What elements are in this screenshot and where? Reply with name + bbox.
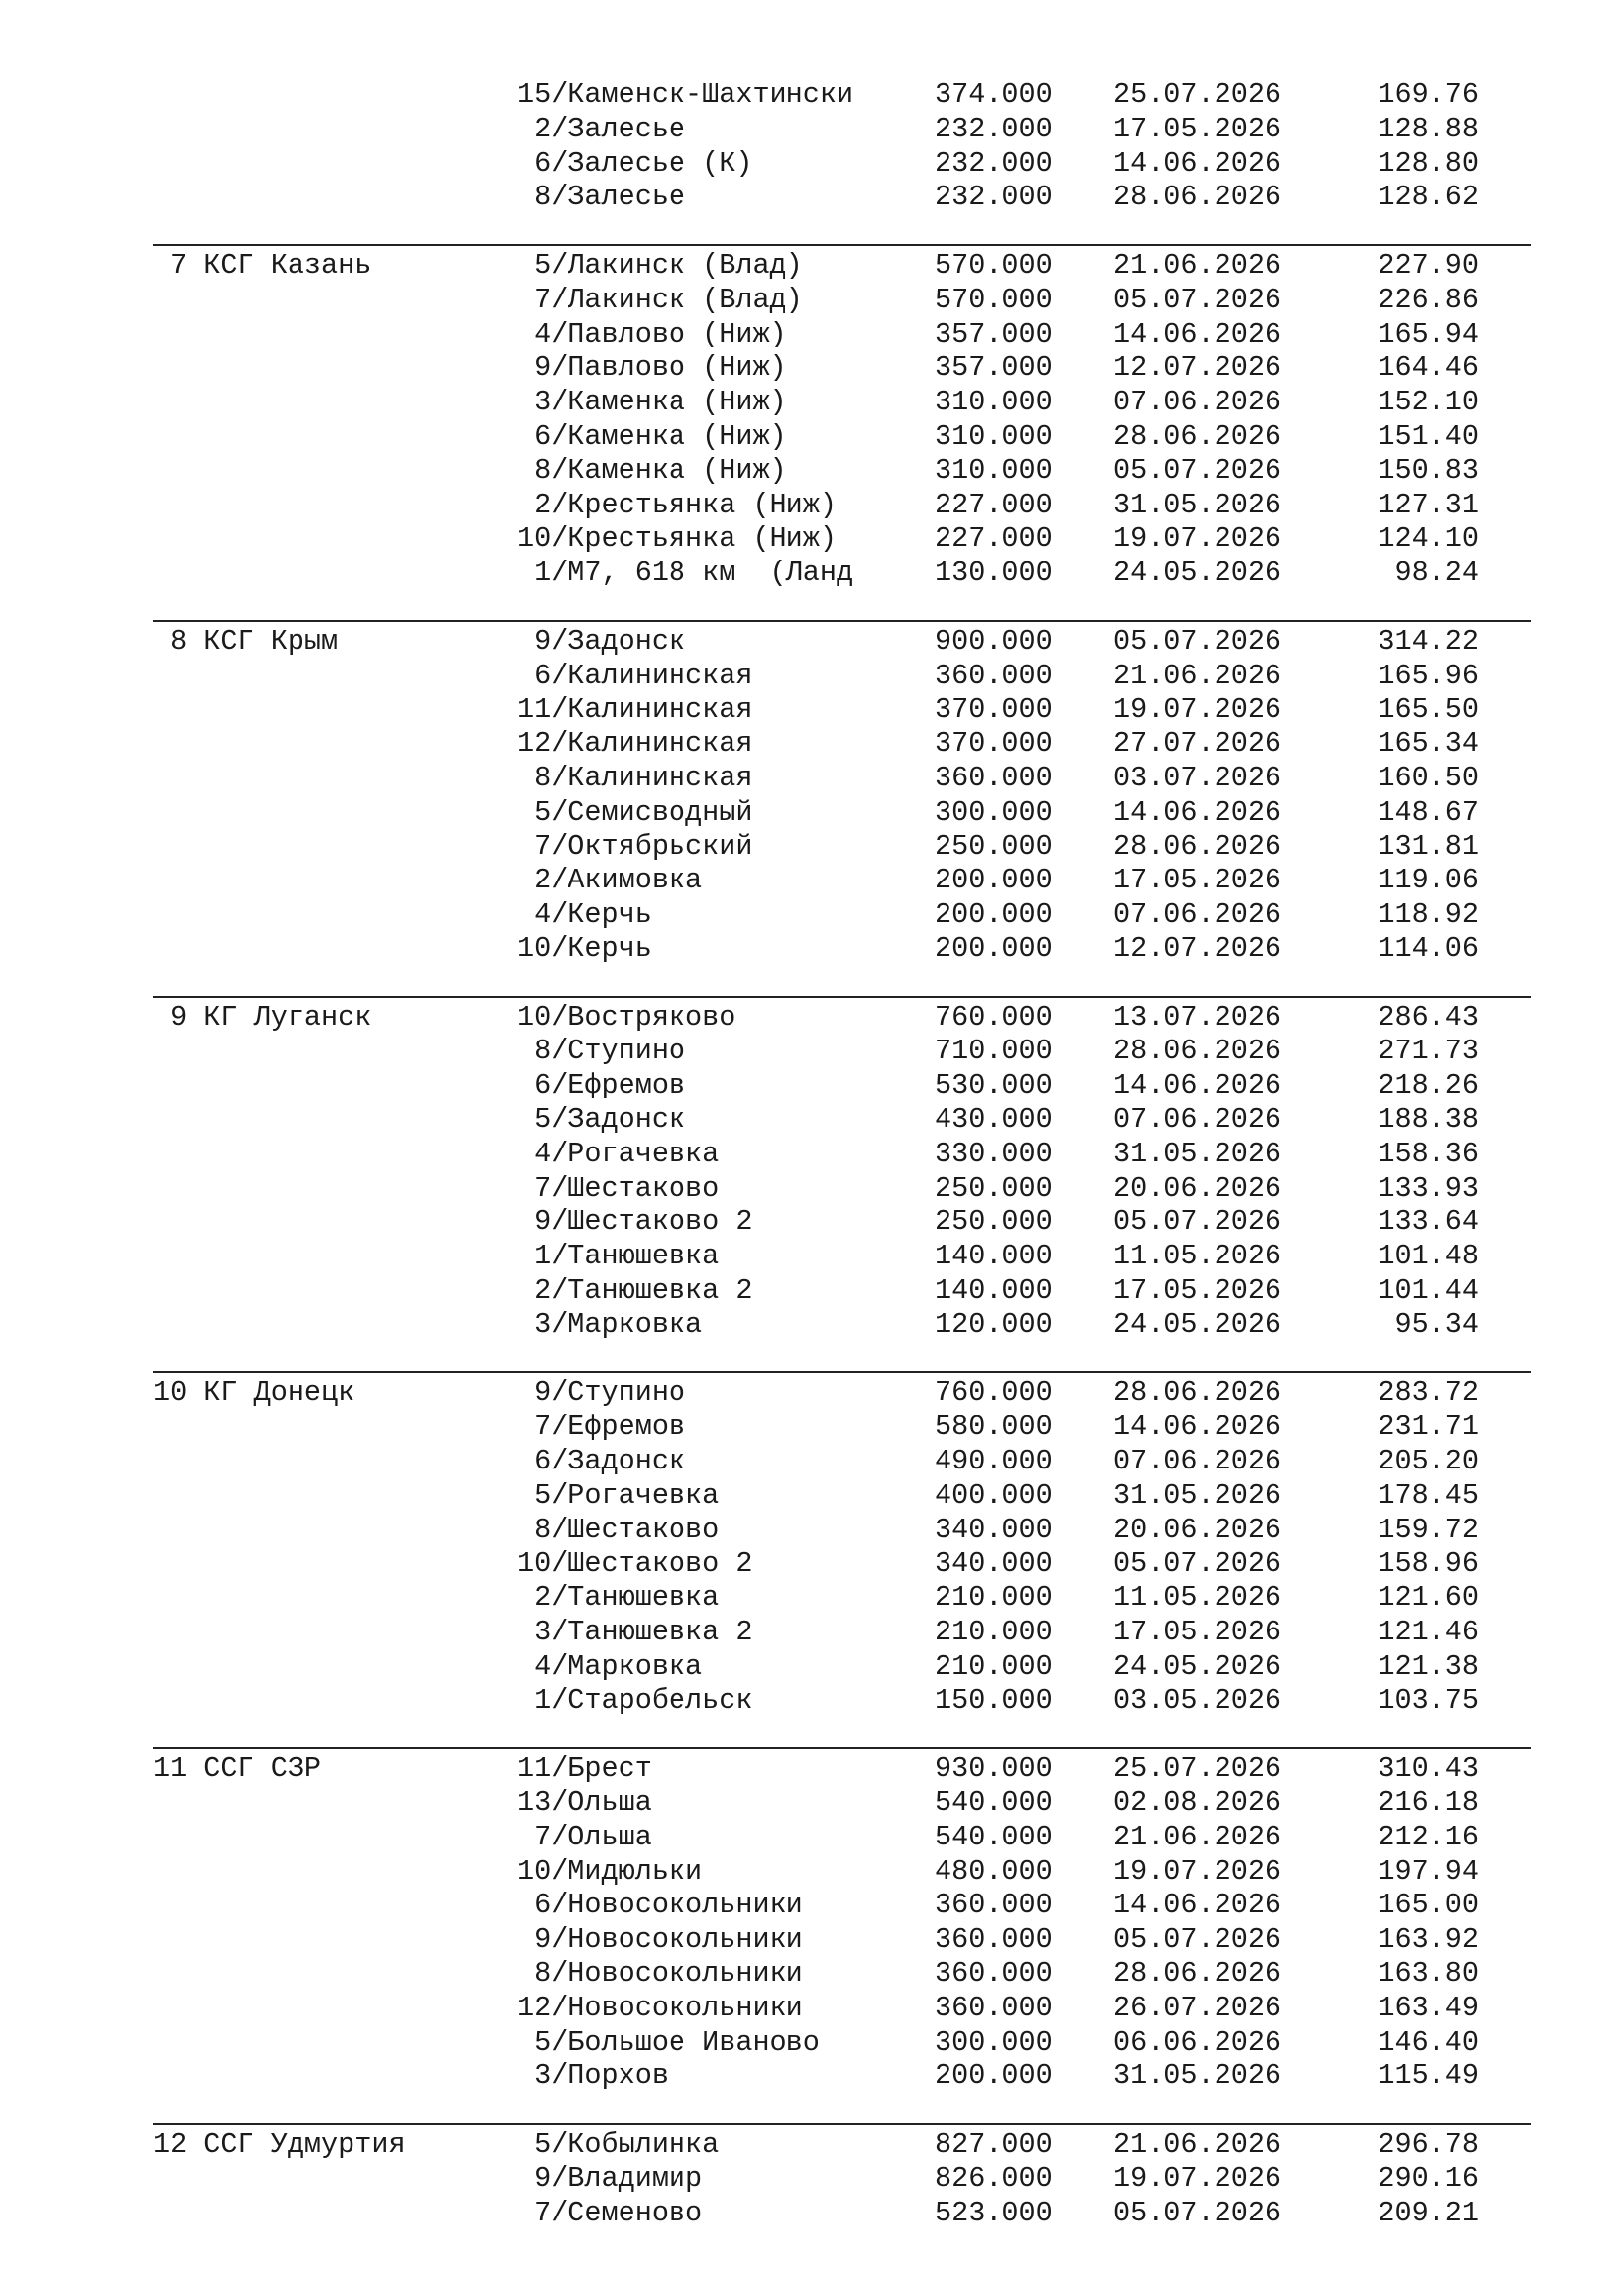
race-date: 28.06.2026 [1113, 181, 1282, 214]
score-value: 121.46 [1378, 1616, 1479, 1648]
table-row [0, 1308, 1624, 1342]
release-point: 4/Керчь [517, 898, 652, 932]
race-date: 20.06.2026 [1113, 1171, 1282, 1204]
table-row [0, 1239, 1624, 1273]
score-value: 158.96 [1378, 1547, 1479, 1580]
distance-value: 523.000 [935, 2196, 1053, 2229]
race-date: 24.05.2026 [1113, 1308, 1282, 1341]
table-row [0, 1068, 1624, 1102]
table-row [0, 2058, 1624, 2093]
distance-value: 210.000 [935, 1649, 1053, 1682]
table-row [0, 146, 1624, 181]
race-date: 24.05.2026 [1113, 1649, 1282, 1682]
group-separator [153, 244, 1531, 246]
race-date: 21.06.2026 [1113, 249, 1282, 282]
release-point: 7/Шестаково [517, 1171, 720, 1204]
release-point: 13/Ольша [517, 1787, 652, 1819]
table-row [0, 454, 1624, 488]
race-date: 11.05.2026 [1113, 1240, 1282, 1273]
distance-value: 360.000 [935, 1957, 1053, 1990]
distance-value: 370.000 [935, 693, 1053, 726]
release-point: 10/Мидюльки [517, 1854, 703, 1888]
group-name: 11 ССГ СЗР [153, 1752, 322, 1786]
release-point: 2/Залесье [517, 112, 686, 145]
release-point: 5/Рогачевка [517, 1478, 720, 1512]
score-value: 98.24 [1394, 557, 1479, 590]
table-row [0, 1204, 1624, 1239]
race-date: 31.05.2026 [1113, 1137, 1282, 1170]
race-date: 19.07.2026 [1113, 522, 1282, 556]
score-value: 152.10 [1378, 386, 1479, 419]
race-date: 05.07.2026 [1113, 2196, 1282, 2229]
distance-value: 360.000 [935, 762, 1053, 794]
distance-value: 232.000 [935, 181, 1053, 214]
distance-value: 232.000 [935, 146, 1053, 180]
score-value: 121.60 [1378, 1581, 1479, 1615]
score-value: 114.06 [1378, 933, 1479, 965]
score-value: 314.22 [1378, 624, 1479, 658]
race-date: 05.07.2026 [1113, 1923, 1282, 1956]
distance-value: 200.000 [935, 898, 1053, 932]
race-date: 02.08.2026 [1113, 1787, 1282, 1819]
release-point: 5/Лакинск (Влад) [517, 249, 803, 282]
score-value: 286.43 [1378, 1000, 1479, 1034]
score-value: 103.75 [1378, 1683, 1479, 1717]
release-point: 9/Шестаково 2 [517, 1205, 753, 1239]
table-row [0, 692, 1624, 726]
score-value: 163.80 [1378, 1957, 1479, 1990]
table-row [0, 283, 1624, 317]
distance-value: 480.000 [935, 1854, 1053, 1888]
table-row [0, 1273, 1624, 1308]
group-separator [153, 2123, 1531, 2125]
table-row [0, 1410, 1624, 1444]
score-value: 148.67 [1378, 795, 1479, 828]
group-separator [153, 1371, 1531, 1373]
release-point: 1/М7, 618 км (Ланд [517, 557, 854, 590]
release-point: 8/Ступино [517, 1035, 686, 1068]
distance-value: 227.000 [935, 522, 1053, 556]
distance-value: 580.000 [935, 1411, 1053, 1444]
distance-value: 300.000 [935, 2025, 1053, 2058]
distance-value: 760.000 [935, 1376, 1053, 1410]
score-value: 128.80 [1378, 146, 1479, 180]
score-value: 164.46 [1378, 351, 1479, 385]
race-date: 17.05.2026 [1113, 1616, 1282, 1648]
race-date: 14.06.2026 [1113, 1069, 1282, 1102]
score-value: 133.64 [1378, 1205, 1479, 1239]
distance-value: 340.000 [935, 1547, 1053, 1580]
release-point: 8/Каменка (Ниж) [517, 454, 786, 487]
race-date: 17.05.2026 [1113, 112, 1282, 145]
distance-value: 250.000 [935, 829, 1053, 863]
race-date: 17.05.2026 [1113, 864, 1282, 897]
table-row [0, 1546, 1624, 1580]
distance-value: 310.000 [935, 420, 1053, 453]
race-date: 05.07.2026 [1113, 283, 1282, 316]
score-value: 205.20 [1378, 1445, 1479, 1477]
table-row [0, 1615, 1624, 1649]
release-point: 12/Калининская [517, 727, 753, 761]
distance-value: 374.000 [935, 79, 1053, 111]
release-point: 1/Танюшевка [517, 1240, 720, 1273]
race-date: 28.06.2026 [1113, 1035, 1282, 1068]
race-date: 28.06.2026 [1113, 1376, 1282, 1410]
distance-value: 570.000 [935, 249, 1053, 282]
distance-value: 140.000 [935, 1240, 1053, 1273]
score-value: 209.21 [1378, 2196, 1479, 2229]
race-date: 07.06.2026 [1113, 386, 1282, 419]
table-row [0, 1820, 1624, 1854]
race-date: 07.06.2026 [1113, 1445, 1282, 1477]
group-separator [153, 620, 1531, 622]
distance-value: 360.000 [935, 1889, 1053, 1922]
score-value: 165.50 [1378, 693, 1479, 726]
table-row [0, 248, 1624, 283]
release-point: 3/Каменка (Ниж) [517, 386, 786, 419]
release-point: 6/Ефремов [517, 1069, 686, 1102]
score-value: 159.72 [1378, 1513, 1479, 1546]
distance-value: 570.000 [935, 283, 1053, 316]
table-row [0, 1137, 1624, 1171]
score-value: 146.40 [1378, 2025, 1479, 2058]
race-date: 21.06.2026 [1113, 1820, 1282, 1853]
race-date: 06.06.2026 [1113, 2025, 1282, 2058]
release-point: 6/Залесье (К) [517, 146, 753, 180]
score-value: 188.38 [1378, 1103, 1479, 1136]
score-value: 231.71 [1378, 1411, 1479, 1444]
table-row [0, 2127, 1624, 2162]
race-date: 28.06.2026 [1113, 1957, 1282, 1990]
score-value: 296.78 [1378, 2128, 1479, 2161]
release-point: 6/Задонск [517, 1445, 686, 1477]
race-date: 05.07.2026 [1113, 454, 1282, 487]
release-point: 10/Востряково [517, 1000, 736, 1034]
table-row [0, 1375, 1624, 1410]
table-row [0, 521, 1624, 556]
release-point: 4/Марковка [517, 1649, 703, 1682]
race-date: 20.06.2026 [1113, 1513, 1282, 1546]
table-row [0, 1649, 1624, 1683]
release-point: 11/Брест [517, 1752, 652, 1786]
release-point: 8/Залесье [517, 181, 686, 214]
score-value: 216.18 [1378, 1787, 1479, 1819]
table-row [0, 1683, 1624, 1718]
table-row [0, 863, 1624, 897]
distance-value: 760.000 [935, 1000, 1053, 1034]
race-date: 03.07.2026 [1113, 762, 1282, 794]
race-date: 17.05.2026 [1113, 1274, 1282, 1307]
distance-value: 540.000 [935, 1787, 1053, 1819]
score-value: 133.93 [1378, 1171, 1479, 1204]
table-row [0, 488, 1624, 522]
release-point: 5/Кобылинка [517, 2128, 720, 2161]
score-value: 118.92 [1378, 898, 1479, 932]
table-row [0, 726, 1624, 761]
score-value: 165.96 [1378, 659, 1479, 692]
table-row [0, 1922, 1624, 1956]
distance-value: 357.000 [935, 317, 1053, 350]
distance-value: 827.000 [935, 2128, 1053, 2161]
release-point: 3/Марковка [517, 1308, 703, 1341]
distance-value: 360.000 [935, 659, 1053, 692]
score-value: 290.16 [1378, 2162, 1479, 2195]
race-date: 21.06.2026 [1113, 2128, 1282, 2161]
table-row [0, 2196, 1624, 2230]
race-date: 31.05.2026 [1113, 488, 1282, 521]
release-point: 6/Новосокольники [517, 1889, 803, 1922]
score-value: 150.83 [1378, 454, 1479, 487]
table-row [0, 180, 1624, 214]
score-value: 212.16 [1378, 1820, 1479, 1853]
table-row [0, 419, 1624, 454]
table-row [0, 897, 1624, 932]
table-row [0, 350, 1624, 385]
distance-value: 900.000 [935, 624, 1053, 658]
group-name: 10 КГ Донецк [153, 1376, 355, 1410]
race-date: 25.07.2026 [1113, 79, 1282, 111]
table-row [0, 1888, 1624, 1922]
table-row [0, 1444, 1624, 1478]
score-value: 165.94 [1378, 317, 1479, 350]
distance-value: 227.000 [935, 488, 1053, 521]
release-point: 7/Октябрьский [517, 829, 753, 863]
distance-value: 232.000 [935, 112, 1053, 145]
distance-value: 210.000 [935, 1581, 1053, 1615]
table-row [0, 1034, 1624, 1068]
table-row [0, 1171, 1624, 1205]
release-point: 9/Ступино [517, 1376, 686, 1410]
distance-value: 150.000 [935, 1683, 1053, 1717]
table-row [0, 1751, 1624, 1786]
score-value: 178.45 [1378, 1478, 1479, 1512]
race-date: 19.07.2026 [1113, 1854, 1282, 1888]
score-value: 128.62 [1378, 181, 1479, 214]
release-point: 7/Ефремов [517, 1411, 686, 1444]
distance-value: 330.000 [935, 1137, 1053, 1170]
distance-value: 400.000 [935, 1478, 1053, 1512]
race-date: 13.07.2026 [1113, 1000, 1282, 1034]
race-date: 28.06.2026 [1113, 420, 1282, 453]
release-point: 2/Акимовка [517, 864, 703, 897]
table-row [0, 1991, 1624, 2025]
distance-value: 200.000 [935, 2059, 1053, 2093]
race-date: 05.07.2026 [1113, 1205, 1282, 1239]
race-date: 31.05.2026 [1113, 1478, 1282, 1512]
release-point: 9/Новосокольники [517, 1923, 803, 1956]
score-value: 158.36 [1378, 1137, 1479, 1170]
release-point: 10/Керчь [517, 933, 652, 965]
table-row [0, 1000, 1624, 1035]
group-name: 7 КСГ Казань [153, 249, 372, 282]
table-row [0, 624, 1624, 659]
race-date: 25.07.2026 [1113, 1752, 1282, 1786]
release-point: 11/Калининская [517, 693, 753, 726]
score-value: 128.88 [1378, 112, 1479, 145]
release-point: 5/Семисводный [517, 795, 753, 828]
table-row [0, 1786, 1624, 1820]
release-point: 2/Танюшевка [517, 1581, 720, 1615]
score-value: 218.26 [1378, 1069, 1479, 1102]
score-value: 169.76 [1378, 79, 1479, 111]
table-row [0, 761, 1624, 795]
group-name: 12 ССГ Удмуртия [153, 2128, 406, 2161]
distance-value: 530.000 [935, 1069, 1053, 1102]
release-point: 6/Калининская [517, 659, 753, 692]
release-point: 8/Шестаково [517, 1513, 720, 1546]
table-row [0, 1513, 1624, 1547]
table-row [0, 556, 1624, 590]
table-row [0, 385, 1624, 419]
release-point: 12/Новосокольники [517, 1991, 803, 2024]
score-value: 119.06 [1378, 864, 1479, 897]
release-point: 7/Ольша [517, 1820, 652, 1853]
race-date: 11.05.2026 [1113, 1581, 1282, 1615]
race-date: 27.07.2026 [1113, 727, 1282, 761]
race-date: 21.06.2026 [1113, 659, 1282, 692]
release-point: 4/Рогачевка [517, 1137, 720, 1170]
distance-value: 490.000 [935, 1445, 1053, 1477]
score-value: 226.86 [1378, 283, 1479, 316]
race-date: 07.06.2026 [1113, 898, 1282, 932]
release-point: 10/Крестьянка (Ниж) [517, 522, 837, 556]
table-row [0, 1580, 1624, 1615]
score-value: 165.00 [1378, 1889, 1479, 1922]
table-row [0, 317, 1624, 351]
score-value: 101.48 [1378, 1240, 1479, 1273]
distance-value: 930.000 [935, 1752, 1053, 1786]
score-value: 95.34 [1394, 1308, 1479, 1341]
release-point: 1/Старобельск [517, 1683, 753, 1717]
release-point: 9/Владимир [517, 2162, 703, 2195]
score-value: 121.38 [1378, 1649, 1479, 1682]
race-date: 19.07.2026 [1113, 2162, 1282, 2195]
distance-value: 540.000 [935, 1820, 1053, 1853]
group-separator [153, 1747, 1531, 1749]
table-row [0, 795, 1624, 829]
table-row [0, 2162, 1624, 2196]
score-value: 131.81 [1378, 829, 1479, 863]
distance-value: 310.000 [935, 454, 1053, 487]
group-name: 9 КГ Луганск [153, 1000, 372, 1034]
release-point: 8/Калининская [517, 762, 753, 794]
release-point: 7/Лакинск (Влад) [517, 283, 803, 316]
release-point: 2/Танюшевка 2 [517, 1274, 753, 1307]
race-date: 14.06.2026 [1113, 795, 1282, 828]
release-point: 7/Семеново [517, 2196, 703, 2229]
score-value: 127.31 [1378, 488, 1479, 521]
distance-value: 370.000 [935, 727, 1053, 761]
race-date: 19.07.2026 [1113, 693, 1282, 726]
distance-value: 340.000 [935, 1513, 1053, 1546]
group-separator [153, 996, 1531, 998]
distance-value: 210.000 [935, 1616, 1053, 1648]
score-value: 165.34 [1378, 727, 1479, 761]
release-point: 8/Новосокольники [517, 1957, 803, 1990]
distance-value: 130.000 [935, 557, 1053, 590]
score-value: 271.73 [1378, 1035, 1479, 1068]
distance-value: 120.000 [935, 1308, 1053, 1341]
race-date: 12.07.2026 [1113, 351, 1282, 385]
group-name: 8 КСГ Крым [153, 624, 339, 658]
score-value: 124.10 [1378, 522, 1479, 556]
score-value: 115.49 [1378, 2059, 1479, 2093]
distance-value: 360.000 [935, 1923, 1053, 1956]
race-date: 05.07.2026 [1113, 624, 1282, 658]
race-date: 26.07.2026 [1113, 1991, 1282, 2024]
score-value: 227.90 [1378, 249, 1479, 282]
table-row [0, 932, 1624, 966]
release-point: 15/Каменск-Шахтински [517, 79, 854, 111]
score-value: 101.44 [1378, 1274, 1479, 1307]
distance-value: 300.000 [935, 795, 1053, 828]
distance-value: 826.000 [935, 2162, 1053, 2195]
race-date: 24.05.2026 [1113, 557, 1282, 590]
table-row [0, 112, 1624, 146]
score-value: 163.49 [1378, 1991, 1479, 2024]
table-row [0, 78, 1624, 112]
table-row [0, 2025, 1624, 2059]
score-value: 197.94 [1378, 1854, 1479, 1888]
distance-value: 360.000 [935, 1991, 1053, 2024]
score-value: 160.50 [1378, 762, 1479, 794]
release-point: 2/Крестьянка (Ниж) [517, 488, 837, 521]
score-value: 163.92 [1378, 1923, 1479, 1956]
race-date: 14.06.2026 [1113, 1411, 1282, 1444]
table-row [0, 829, 1624, 864]
race-date: 14.06.2026 [1113, 146, 1282, 180]
race-date: 14.06.2026 [1113, 1889, 1282, 1922]
release-point: 5/Задонск [517, 1103, 686, 1136]
score-value: 310.43 [1378, 1752, 1479, 1786]
race-date: 28.06.2026 [1113, 829, 1282, 863]
race-date: 03.05.2026 [1113, 1683, 1282, 1717]
release-point: 9/Павлово (Ниж) [517, 351, 786, 385]
distance-value: 250.000 [935, 1171, 1053, 1204]
table-row [0, 1102, 1624, 1137]
distance-value: 710.000 [935, 1035, 1053, 1068]
release-point: 9/Задонск [517, 624, 686, 658]
table-row [0, 1854, 1624, 1889]
score-value: 151.40 [1378, 420, 1479, 453]
score-value: 283.72 [1378, 1376, 1479, 1410]
distance-value: 357.000 [935, 351, 1053, 385]
release-point: 3/Танюшевка 2 [517, 1616, 753, 1648]
distance-value: 430.000 [935, 1103, 1053, 1136]
release-point: 10/Шестаково 2 [517, 1547, 753, 1580]
distance-value: 140.000 [935, 1274, 1053, 1307]
distance-value: 200.000 [935, 864, 1053, 897]
race-date: 07.06.2026 [1113, 1103, 1282, 1136]
distance-value: 310.000 [935, 386, 1053, 419]
race-date: 05.07.2026 [1113, 1547, 1282, 1580]
table-row [0, 1478, 1624, 1513]
release-point: 5/Большое Иваново [517, 2025, 820, 2058]
race-date: 14.06.2026 [1113, 317, 1282, 350]
table-row [0, 659, 1624, 693]
distance-value: 200.000 [935, 933, 1053, 965]
distance-value: 250.000 [935, 1205, 1053, 1239]
release-point: 3/Порхов [517, 2059, 669, 2093]
release-point: 4/Павлово (Ниж) [517, 317, 786, 350]
race-date: 31.05.2026 [1113, 2059, 1282, 2093]
race-date: 12.07.2026 [1113, 933, 1282, 965]
table-row [0, 1956, 1624, 1991]
release-point: 6/Каменка (Ниж) [517, 420, 786, 453]
